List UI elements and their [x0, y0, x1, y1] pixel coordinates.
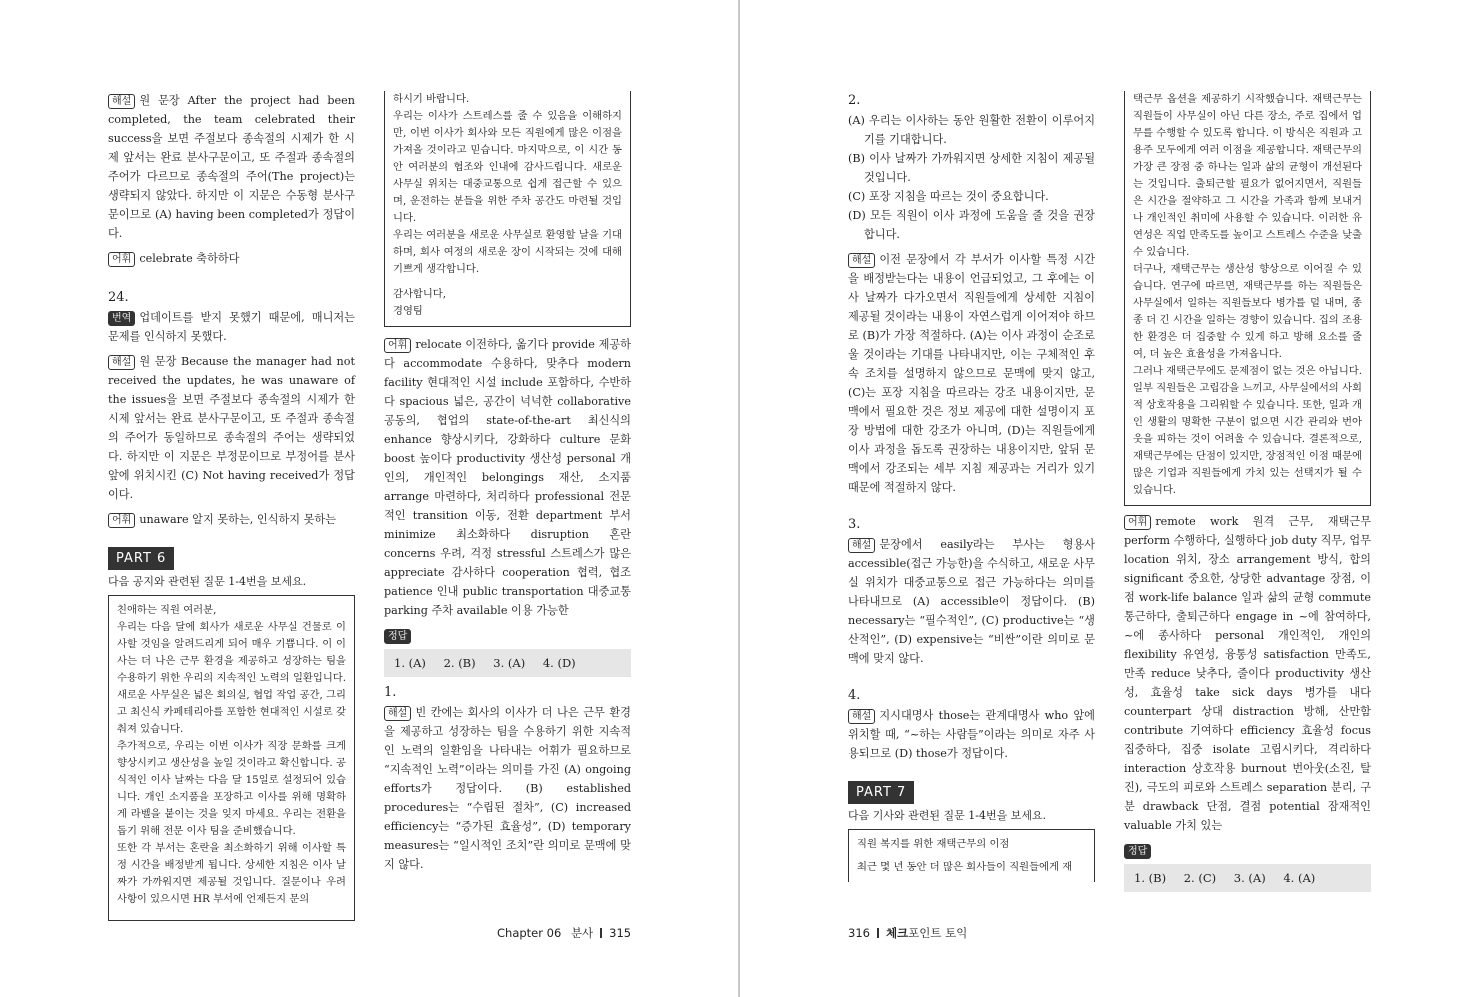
right-footer — [848, 925, 967, 941]
translation-24: 번역 업데이트를 받지 못했기 때문에, 매니저는 문제를 인식하지 못했다. — [108, 311, 355, 343]
explanation-tag: 해설 — [108, 355, 135, 370]
footer-separator — [877, 928, 879, 938]
left-page — [0, 0, 738, 997]
question-2-number: 2. — [848, 93, 861, 108]
vocab-tag: 어휘 — [384, 338, 411, 353]
translation-tag: 번역 — [108, 311, 135, 326]
part6-label: PART 6 — [108, 547, 174, 570]
answer-header — [1124, 841, 1371, 860]
explanation-2: 해설 이전 문장에서 각 부서가 이사할 특정 시간을 배정받는다는 내용이 언급되었고, 그 후에는 이사 날짜가 다가오면서 직원들에게 상세한 지침이 제공될 것이라는 내용이 자연스럽게 이어져야 하므로 (B)가 가장 적절하다. (A)는 이사 과정이 순조로울 것이라는 기대를 나타내지만, 이는 구체적인 후속 조치를 설명하지 않으므로 문맥에 맞지 않고, (C)는 포장 지침을 따르라는 강조 내용이지만, 문맥에서 필요한 것은 정보 제공에 대한 설명이지 포장 방법에 대한 강조가 아니며, (D)는 직원들에게 이사 과정을 돕도록 권장하는 내용이지만, 앞뒤 문맥에서 강조되는 세부 지침 제공과는 거리가 있기 때문에 적절하지 않다. — [848, 253, 1095, 494]
explanation-tag: 해설 — [384, 706, 411, 721]
article-box-part2 — [1124, 91, 1371, 506]
part7-header — [848, 781, 1095, 804]
answer-tag: 정답 — [1124, 844, 1151, 859]
vocab-tag: 어휘 — [1124, 515, 1151, 530]
notice-line: 우리는 여러분을 새로운 사무실로 환영할 날을 기대하며, 회사 여정의 새로운 장이 시작되는 것에 대해 기쁘게 생각합니다. — [393, 229, 622, 275]
option-b: (B) 이사 날짜가 가까워지면 상세한 지침이 제공될 것입니다. — [848, 152, 1095, 184]
explanation-4: 해설 지시대명사 those는 관계대명사 who 앞에 위치할 때, “~하는 사람들”이라는 의미로 자주 사용되므로 (D) those가 정답이다. — [848, 709, 1095, 760]
vocab-tag: 어휘 — [108, 252, 135, 267]
answer-item: 1. (A) — [394, 656, 426, 670]
part7-instruction: 다음 기사와 관련된 질문 1-4번을 보세요. — [848, 809, 1047, 822]
article-title: 직원 복지를 위한 재택근무의 이점 — [857, 838, 1010, 850]
explanation-tag: 해설 — [848, 253, 875, 268]
notice-box-part2 — [384, 91, 631, 327]
footer-book-title-bold: 체크 — [885, 926, 909, 940]
answer-header — [384, 626, 631, 645]
explanation-24: 해설 원 문장 Because the manager had not received the updates, he was unaware of the issues을 보면 주절보다 종속절의 시제가 한 시제 앞서는 완료 분사구문이고, 또 주절과 종속절의 주어가 동일하므로 종속절의 주어는 생략되었다. 하지만 이 지문은 부정문이므로 부정어를 분사 앞에 위치시킨 (C) Not having received가 정답이다. — [108, 355, 355, 501]
notice-line: 우리는 이사가 스트레스를 줄 수 있음을 이해하지만, 이번 이사가 회사와 모든 직원에게 많은 이점을 가져올 것이라고 믿습니다. 마지막으로, 이 시간 동안 여러분의 협조와 인내에 감사드립니다. 새로운 사무실 위치는 대중교통으로 쉽게 접근할 수 있으며, 운전하는 분들을 위한 주차 공간도 마련될 것입니다. — [393, 110, 622, 224]
vocab-tag: 어휘 — [108, 513, 135, 528]
vocab-23: 어휘 celebrate 축하하다 — [108, 249, 355, 268]
option-a: (A) 우리는 이사하는 동안 원활한 전환이 이루어지기를 기대합니다. — [848, 114, 1095, 146]
answer-tag: 정답 — [384, 629, 411, 644]
page-number-right: 316 — [848, 926, 870, 940]
left-footer — [497, 925, 631, 941]
answer-bar-part6 — [384, 649, 631, 677]
question-24-number: 24. — [108, 290, 129, 305]
footer-chapter: Chapter 06 — [497, 926, 562, 940]
article-line: 최근 몇 년 동안 더 많은 회사들이 직원들에게 재 — [857, 861, 1073, 873]
notice-line: 또한 각 부서는 혼란을 최소화하기 위해 이사할 특정 시간을 배정받게 됩니다. 상세한 지침은 이사 날짜가 가까워지면 제공될 것입니다. 질문이나 우려 사항이 있으시면 HR 부서에 언제든지 문의 — [117, 842, 346, 905]
explanation-3: 해설 문장에서 easily라는 부사는 형용사 accessible(접근 가능한)을 수식하고, 새로운 사무실 위치가 대중교통으로 접근 가능하다는 의미를 나타내므로 (A) accessible이 정답이다. (B) necessary는 “필수적인”, (C) productive는 “생산적인”, (D) expensive는 “비싼”이란 의미로 문맥에 맞지 않다. — [848, 538, 1095, 665]
notice-line: 경영팀 — [393, 305, 423, 317]
right-column-2 — [1124, 91, 1371, 892]
explanation-1: 해설 빈 칸에는 회사의 이사가 더 나은 근무 환경을 제공하고 성장하는 팀을 수용하기 위한 지속적인 노력의 일환임을 나타내는 어휘가 필요하므로 “지속적인 노력”이라는 의미를 가진 (A) ongoing efforts가 정답이다. (B) established procedures는 “수립된 절차”, (C) increased efficiency는 “증가된 효율성”, (D) temporary measures는 “일시적인 조치”란 의미로 문맥에 맞지 않다. — [384, 706, 631, 871]
footer-chapter-title: 분사 — [570, 926, 594, 940]
notice-line: 추가적으로, 우리는 이번 이사가 직장 문화를 크게 향상시키고 생산성을 높일 것이라고 확신합니다. 공식적인 이사 날짜는 다음 달 15일로 설정되어 있습니다. 개인 소지품을 포장하고 이사를 위해 명확하게 라벨을 붙이는 것을 잊지 마세요. 우리는 전환을 돕기 위해 전문 이사 팀을 준비했습니다. — [117, 740, 346, 837]
part7-label: PART 7 — [848, 781, 914, 804]
notice-box-part1 — [108, 595, 355, 921]
answer-item: 3. (A) — [493, 656, 526, 670]
option-d: (D) 모든 직원이 이사 과정에 도움을 줄 것을 권장합니다. — [848, 209, 1095, 241]
notice-line: 감사합니다, — [393, 288, 447, 300]
notice-line: 우리는 다음 달에 회사가 새로운 사무실 건물로 이사할 것임을 알려드리게 되어 매우 기쁩니다. 이 이사는 더 나은 근무 환경을 제공하고 성장하는 팀을 수용하기 위한 우리의 지속적인 노력의 일환입니다. 새로운 사무실은 넓은 회의실, 협업 작업 공간, 그리고 최신식 카페테리아를 포함한 현대적인 시설로 갖춰져 있습니다. — [117, 621, 346, 735]
explanation-tag: 해설 — [848, 538, 875, 553]
answer-item: 1. (B) — [1134, 871, 1167, 885]
question-1-number: 1. — [384, 685, 397, 700]
answer-item: 3. (A) — [1233, 871, 1266, 885]
explanation-tag: 해설 — [108, 94, 135, 109]
article-line: 택근무 옵션을 제공하기 시작했습니다. 재택근무는 직원들이 사무실이 아닌 다른 장소, 주로 집에서 업무를 수행할 수 있도록 합니다. 이 방식은 직원과 고용주 모두에게 여러 이점을 제공합니다. 재택근무의 가장 큰 장점 중 하나는 일과 삶의 균형이 개선된다는 것입니다. 출퇴근할 필요가 없어지면서, 직원들은 시간을 절약하고 그 시간을 가족과 함께 보내거나 개인적인 취미에 사용할 수 있습니다. 이러한 유연성은 직업 만족도를 높이고 스트레스 수준을 낮출 수 있습니다. — [1133, 93, 1362, 258]
question-3-number: 3. — [848, 517, 861, 532]
explanation-23: 해설 원 문장 After the project had been completed, the team celebrated their success을 보면 주절보다 종속절의 시제가 한 시제 앞서는 완료 분사구문이고, 또 주절과 종속절의 주어가 다르므로 종속절의 주어(The project)는 생략되지 않았다. 하지만 이 지문은 수동형 분사구문이므로 (A) having been completed가 정답이다. — [108, 94, 355, 240]
article-line: 그러나 재택근무에도 문제점이 없는 것은 아닙니다. 일부 직원들은 고립감을 느끼고, 사무실에서의 사회적 상호작용을 그리워할 수 있습니다. 또한, 일과 개인 생활의 명확한 구분이 없으면 시간 관리와 번아웃을 피하는 것이 어려울 수 있습니다. 결론적으로, 재택근무에는 단점이 있지만, 장점적인 이점 때문에 많은 기업과 직원들에게 가치 있는 선택지가 될 수 있습니다. — [1133, 365, 1362, 496]
footer-book-title: 포인트 토익 — [908, 926, 968, 940]
vocab-part6: 어휘 relocate 이전하다, 옮기다 provide 제공하다 accommodate 수용하다, 맞추다 modern facility 현대적인 시설 include 포함하다, 수반하다 spacious 넓은, 공간이 넉넉한 collaborative 공동의, 협업의 state-of-the-art 최신식의 enhance 향상시키다, 강화하다 culture 문화 boost 높이다 productivity 생산성 personal 개인의, 개인적인 belongings 재산, 소지품 arrange 마련하다, 처리하다 professional 전문적인 transition 이동, 전환 department 부서 minimize 최소화하다 disruption 혼란 concerns 우려, 걱정 stressful 스트레스가 많은 appreciate 감사하다 cooperation 협력, 협조 patience 인내 public transportation 대중교통 parking 주차 available 이용 가능한 — [384, 338, 631, 617]
left-column-1 — [108, 91, 355, 921]
explanation-tag: 해설 — [848, 709, 875, 724]
vocab-24: 어휘 unaware 알지 못하는, 인식하지 못하는 — [108, 510, 355, 529]
vocab-part7: 어휘 remote work 원격 근무, 재택근무 perform 수행하다, 실행하다 job duty 직무, 업무 location 위치, 장소 arrangement 방식, 합의 significant 중요한, 상당한 advantage 장점, 이점 work-life balance 일과 삶의 균형 commute 통근하다, 출퇴근하다 engage in ~에 참여하다, ~에 종사하다 personal 개인적인, 개인의 flexibility 유연성, 융통성 satisfaction 만족도, 만족 reduce 낮추다, 줄이다 productivity 생산성, 효율성 take sick days 병가를 내다 counterpart 상대 distraction 방해, 산만함 contribute 기여하다 efficiency 효율성 focus 집중하다, 집중 isolate 고립시키다, 격리하다 interaction 상호작용 burnout 번아웃(소진, 탈진), 극도의 피로와 스트레스 separation 분리, 구분 drawback 단점, 결점 potential 잠재적인 valuable 가치 있는 — [1124, 515, 1371, 832]
answer-item: 2. (C) — [1183, 871, 1217, 885]
footer-separator — [600, 928, 602, 938]
notice-line: 친애하는 직원 여러분, — [117, 604, 217, 616]
answer-item: 4. (D) — [542, 656, 576, 670]
page-number-left: 315 — [609, 926, 632, 940]
right-page — [740, 0, 1478, 997]
notice-line — [393, 278, 622, 286]
answer-bar-part7 — [1124, 864, 1371, 892]
question-4-number: 4. — [848, 688, 861, 703]
part6-instruction: 다음 공지와 관련된 질문 1-4번을 보세요. — [108, 575, 307, 588]
part6-header — [108, 547, 355, 570]
option-c: (C) 포장 지침을 따르는 것이 중요합니다. — [848, 190, 1049, 203]
article-box-part1 — [848, 829, 1095, 882]
answer-item: 2. (B) — [443, 656, 476, 670]
left-column-2 — [384, 91, 631, 874]
notice-line: 하시기 바랍니다. — [393, 93, 470, 105]
right-column-1 — [848, 91, 1095, 882]
answer-item: 4. (A) — [1283, 871, 1316, 885]
article-line: 더구나, 재택근무는 생산성 향상으로 이어질 수 있습니다. 연구에 따르면, 재택근무를 하는 직원들은 사무실에서 일하는 직원들보다 병가를 덜 내며, 종종 더 긴 시간을 일하는 경향이 있습니다. 집의 조용한 환경은 더 집중할 수 있게 하고 방해 요소를 줄여, 더 높은 효율성을 가져옵니다. — [1133, 263, 1362, 360]
